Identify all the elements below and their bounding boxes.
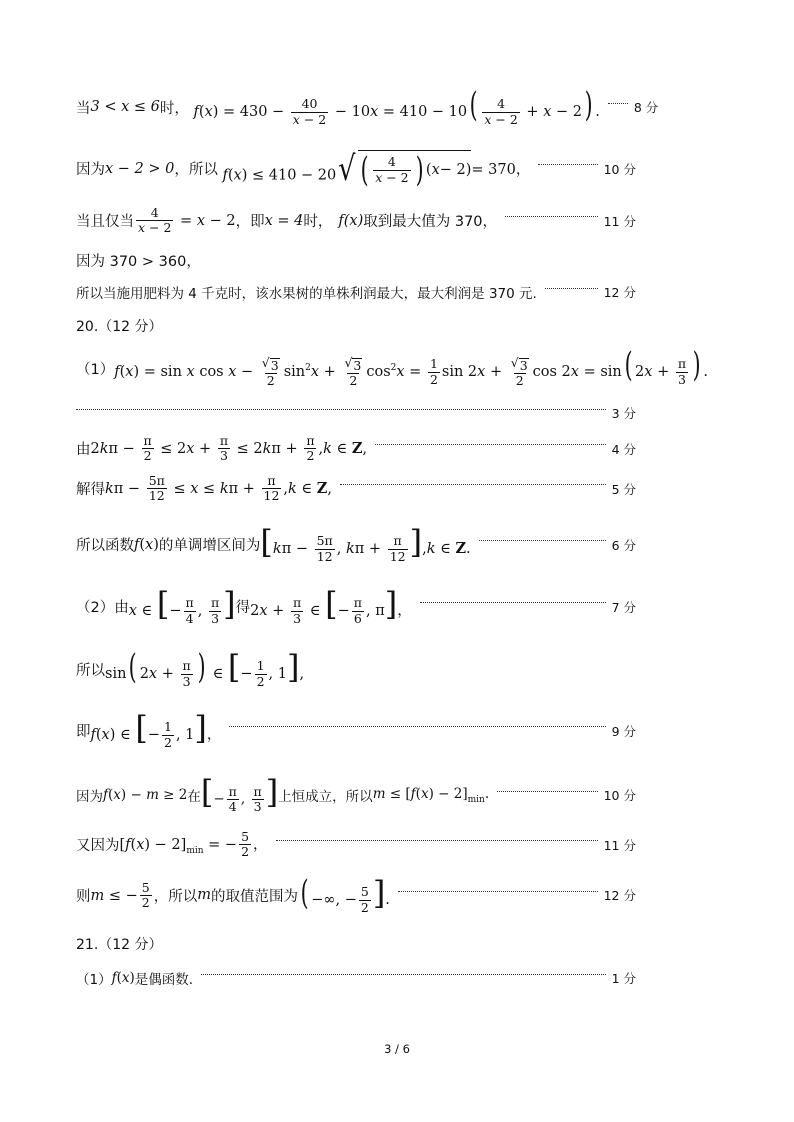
line-14: [76, 830, 636, 860]
text: 则: [76, 888, 91, 905]
question-heading-21: 21.（12 分）: [76, 937, 163, 953]
text: 解得: [76, 482, 105, 499]
text: 因为: [76, 162, 105, 178]
score: 7 分: [611, 599, 636, 615]
text: （1）: [76, 361, 115, 378]
text: 所以: [76, 662, 105, 679]
score: 4 分: [611, 441, 636, 457]
score: 12 分: [603, 888, 636, 904]
math: f(x) = 430 − $\frac{40}{x - 2}$ − 10x = 410 − 10( $\frac{4}{x - 2}$ + x − 2) .: [193, 85, 600, 127]
line-4: [76, 250, 636, 271]
page-number: 3 / 6: [384, 1042, 410, 1056]
line-16: [76, 968, 636, 988]
math: m ≤ − $\frac{5}{2}$: [90, 879, 150, 910]
text: 所以函数: [76, 538, 134, 555]
score: 11 分: [603, 213, 636, 229]
text: ，所以: [174, 162, 218, 178]
math: f(x): [134, 536, 159, 553]
text: 得: [235, 600, 251, 617]
line-3: [76, 206, 636, 236]
leader-dots: [229, 726, 605, 727]
leader-dots: [398, 891, 598, 892]
math: ( −∞, − $\frac{5}{2}$ ].: [300, 873, 390, 915]
score: 10 分: [603, 788, 636, 804]
line-10: [76, 585, 636, 626]
score: 3 分: [611, 406, 636, 421]
math: x − 2 > 0: [105, 160, 175, 177]
math: [kπ − $\frac{5\pi}{12}$ , kπ + $\frac{\pi}{12}$ ],k ∈ Z.: [260, 523, 471, 564]
text: 当: [76, 100, 91, 117]
math: 3 < x ≤ 6: [90, 99, 160, 116]
leader-dots: [505, 216, 598, 217]
text: 因为 370 > 360，: [76, 254, 201, 270]
leader-dots: [201, 974, 605, 975]
score: 8 分: [633, 100, 659, 116]
leader-dots: [340, 484, 606, 485]
line-2: [76, 148, 636, 190]
text: 所以当施用肥料为 4 千克时，该水果树的单株利润最大，最大利润是 370 元.: [76, 286, 537, 302]
score: 6 分: [611, 537, 636, 553]
leader-dots: [479, 540, 606, 541]
text: 是偶函数.: [134, 972, 194, 988]
text: 当且仅当: [76, 214, 134, 231]
math: f(x) ≤ 410 − 20 √ ( $\frac{4}{x - 2}$ ) ( x − 2): [222, 148, 472, 190]
text: 的取值范围为: [210, 888, 298, 905]
score: 9 分: [611, 723, 636, 739]
line-11: [76, 647, 636, 689]
line-12: [76, 709, 636, 750]
math: f(x): [338, 212, 364, 229]
math: m: [197, 887, 211, 904]
text: 即: [76, 724, 91, 741]
math: [− $\frac{\pi}{4}$ , $\frac{\pi}{3}$ ]: [200, 773, 279, 814]
math: 2x + $\frac{\pi}{3}$ ∈ [− $\frac{\pi}{6}$ , π]，: [250, 585, 412, 626]
text: 时，: [159, 100, 189, 117]
text: （1）: [76, 972, 112, 988]
math: $\frac{4}{x - 2}$ = x − 2: [138, 205, 236, 236]
line-15: [76, 873, 636, 915]
score: 1 分: [611, 971, 636, 986]
text: 取到最大值为 370，: [363, 214, 498, 231]
text: 因为: [76, 789, 103, 806]
line-6-score: [76, 404, 636, 422]
math: f(x) − m ≥ 2: [103, 787, 188, 804]
text: 由: [76, 442, 91, 459]
line-8: [76, 474, 636, 504]
math: sin( 2x + $\frac{\pi}{3}$ ) ∈ [− $\frac{1}{2}$ , 1],: [105, 647, 305, 689]
text: 又因为: [76, 838, 120, 855]
leader-dots: [608, 103, 628, 104]
text: 时，: [303, 214, 333, 231]
leader-dots: [76, 409, 606, 410]
score: 12 分: [603, 285, 636, 300]
leader-dots: [375, 444, 605, 445]
score: 10 分: [603, 161, 636, 177]
math: f(x) = sin x cos x − √ 3 2 $\sin^2x$ + √ 3 2 $\cos^2x$ = $\frac{1}{2}$ sin 2x + √ 3 2 cos 2x = sin( 2x + $\frac{\pi}{3}$ ) .: [114, 345, 708, 388]
line-5: [76, 282, 636, 302]
text: ，所以: [153, 888, 198, 905]
text: （2）由: [76, 600, 129, 617]
leader-dots: [545, 288, 598, 289]
line-9: [76, 523, 636, 564]
question-heading-20: 20.（12 分）: [76, 319, 163, 335]
leader-dots: [420, 602, 606, 603]
score: 11 分: [603, 837, 636, 853]
math: x = 4: [264, 212, 304, 229]
leader-dots: [538, 164, 597, 165]
text: 上恒成立，所以: [278, 789, 373, 806]
math: kπ − $\frac{5\pi}{12}$ ≤ x ≤ kπ + $\frac{\pi}{12}$ ,k ∈ Z,: [105, 473, 332, 504]
math: x ∈ [− $\frac{\pi}{4}$ , $\frac{\pi}{3}$ ]: [128, 585, 236, 626]
score: 5 分: [611, 481, 636, 497]
math: 2kπ − $\frac{\pi}{2}$ ≤ 2x + $\frac{\pi}{3}$ ≤ 2kπ + $\frac{\pi}{2}$ ,k ∈ Z,: [90, 433, 368, 464]
line-13: [76, 773, 636, 814]
math: f(x): [111, 970, 135, 986]
line-1: [76, 85, 659, 127]
line-7: [76, 434, 636, 464]
math: f(x) ∈ [− $\frac{1}{2}$ , 1]，: [90, 709, 222, 750]
math: = 370，: [471, 162, 531, 178]
math: $[f(x) - 2]_{min}$ = − $\frac{5}{2}$ ，: [119, 829, 268, 860]
line-6: [76, 345, 708, 388]
leader-dots: [497, 791, 597, 792]
leader-dots: [276, 840, 598, 841]
math: $m \le [f(x) - 2]_{min}$.: [372, 785, 490, 805]
text: 的单调增区间为: [158, 538, 261, 555]
text: ，即: [235, 214, 265, 231]
text: 在: [187, 789, 201, 806]
